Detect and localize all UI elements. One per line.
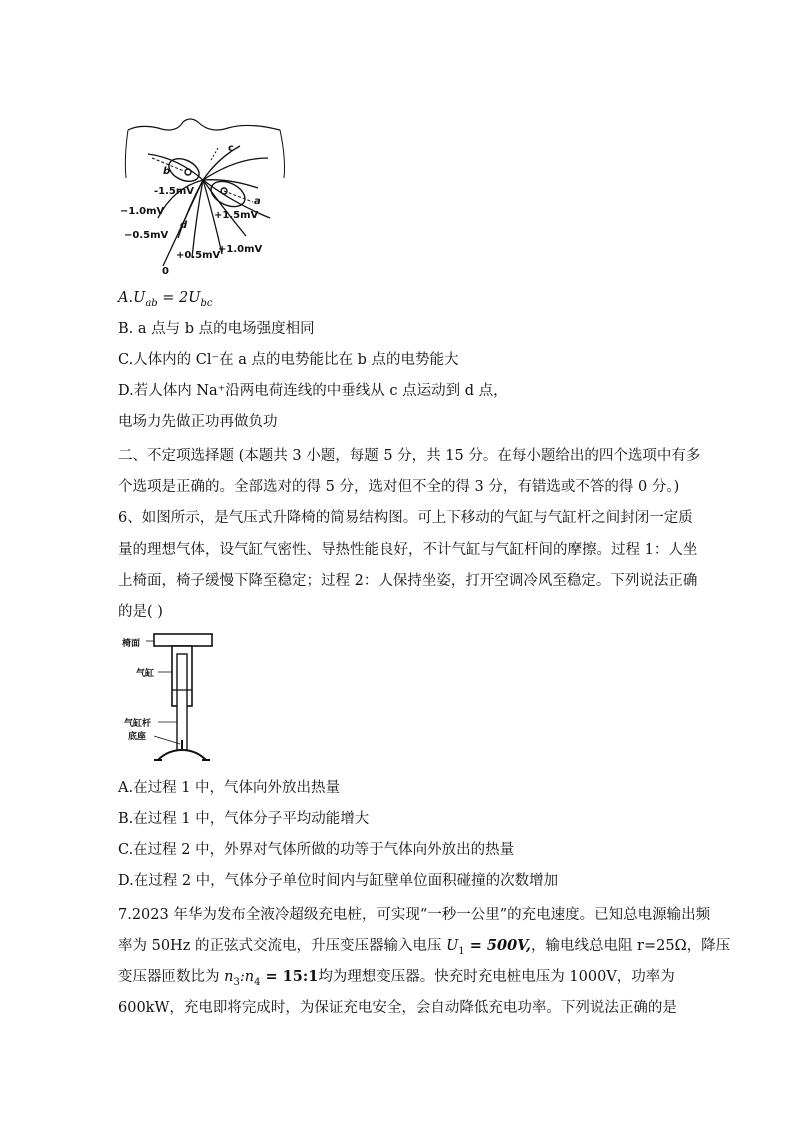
q5-option-d-line1: D.若人体内 Na⁺沿两电荷连线的中垂线从 c 点运动到 d 点， <box>118 383 508 399</box>
label-base: 底座 <box>128 732 147 742</box>
label-a: a <box>254 196 261 207</box>
q6-stem-line2: 量的理想气体，设气缸气密性、导热性能良好，不计气缸与气缸杆间的摩擦。过程 1：人坐 <box>118 542 698 558</box>
q6-option-d: D.在过程 2 中，气体分子单位时间内与缸壁单位面积碰撞的次数增加 <box>118 873 559 889</box>
q7-stem-line4: 600kW，充电即将完成时，为保证充电安全，会自动降低充电功率。下列说法正确的是 <box>118 1000 677 1016</box>
label-seat: 椅面 <box>122 639 141 649</box>
label-rod: 气缸杆 <box>124 719 152 729</box>
q5-option-a: $A.U_{ab} = 2U_{bc}$ <box>118 290 213 309</box>
q5-option-d-line2: 电场力先做正功再做负功 <box>118 414 278 430</box>
q6-stem-line4: 的是( ) <box>118 604 163 620</box>
label-zero: 0 <box>162 266 169 277</box>
chair-structure-figure <box>118 628 228 768</box>
q6-option-a: A.在过程 1 中，气体向外放出热量 <box>118 780 341 796</box>
label-b: b <box>163 166 171 177</box>
label-cylinder: 气缸 <box>136 669 155 679</box>
label-d: d <box>180 220 188 231</box>
q6-stem-line1: 6、如图所示，是气压式升降椅的简易结构图。可上下移动的气缸与气缸杆之间封闭一定质 <box>118 510 693 526</box>
section2-instructions-line1: 二、不定项选择题 (本题共 3 小题，每题 5 分，共 15 分。在每小题给出的四个选项中有多 <box>118 448 701 464</box>
label-minus-1-5: -1.5mV <box>154 186 195 197</box>
q5-option-b: B. a 点与 b 点的电场强度相同 <box>118 321 315 337</box>
q5-option-c: C.人体内的 Cl⁻在 a 点的电势能比在 b 点的电势能大 <box>118 352 459 368</box>
q6-option-b: B.在过程 1 中，气体分子平均动能增大 <box>118 811 370 827</box>
label-plus-1-5: +1.5mV <box>214 210 259 221</box>
q6-stem-line3: 上椅面，椅子缓慢下降至稳定；过程 2：人保持坐姿，打开空调冷风至稳定。下列说法正确 <box>118 573 698 589</box>
q7-stem-line1: 7.2023 年华为发布全液冷超级充电桩，可实现“一秒一公里”的充电速度。已知总电源输出频 <box>118 907 711 923</box>
label-minus-0-5: −0.5mV <box>124 230 169 241</box>
q6-option-c: C.在过程 2 中，外界对气体所做的功等于气体向外放出的热量 <box>118 842 515 858</box>
potential-field-figure <box>118 118 288 278</box>
label-plus-0-5: +0.5mV <box>176 250 221 261</box>
section2-instructions-line2: 个选项是正确的。全部选对的得 5 分，选对但不全的得 3 分，有错选或不答的得 0 分。) <box>118 479 680 495</box>
q7-stem-line2: 率为 50Hz 的正弦式交流电，升压变压器输入电压 $U_1 = 500V$,，输电线总电阻 r=25Ω，降压 <box>118 937 731 957</box>
q7-stem-line3: 变压器匝数比为 $n_3:n_4$ = 15:1均为理想变压器。快充时充电桩电压为 1000V，功率为 <box>118 968 675 988</box>
label-minus-1-0: −1.0mV <box>120 206 165 217</box>
label-plus-1-0: +1.0mV <box>218 244 263 255</box>
label-c: c <box>228 143 234 154</box>
